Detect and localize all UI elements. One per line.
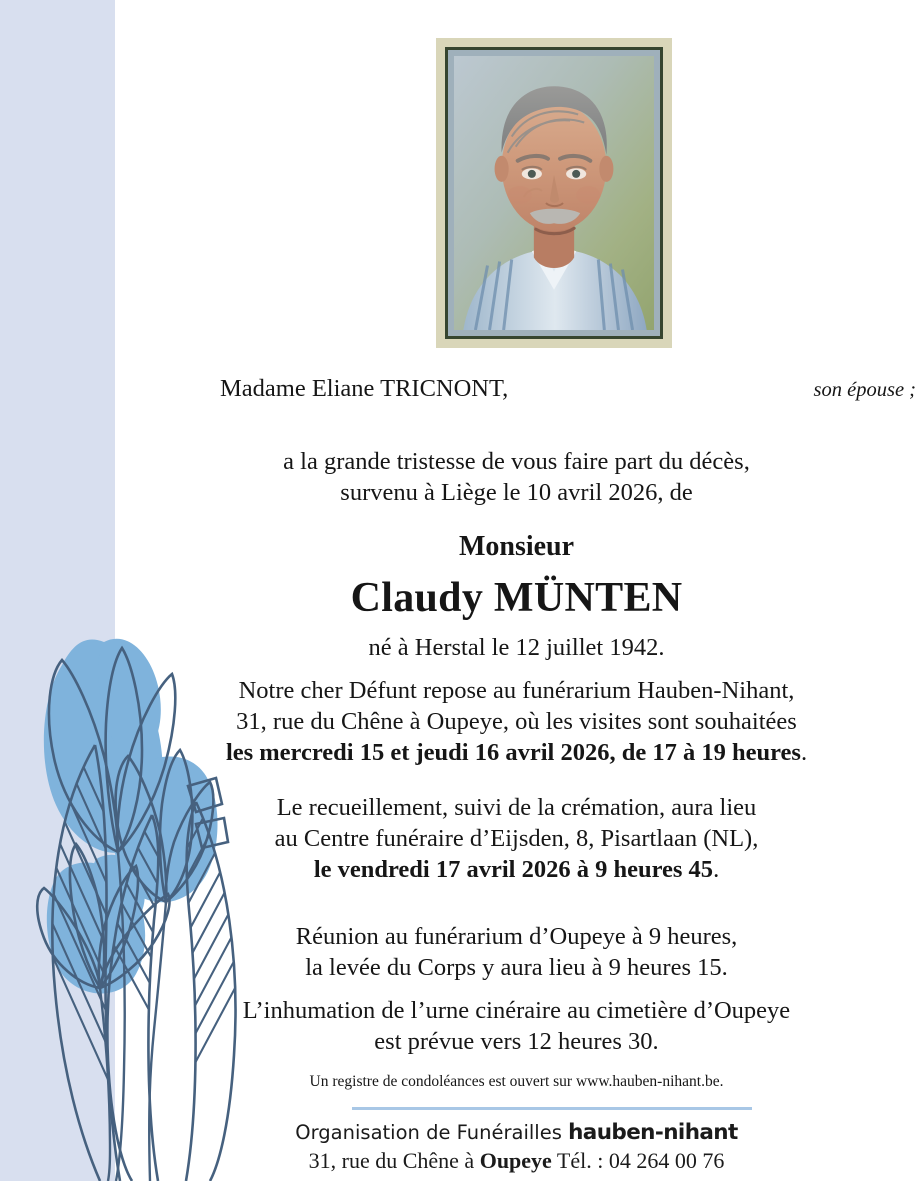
funerarium-line1: Notre cher Défunt repose au funérarium Hauben-Nihant, [238, 677, 795, 704]
hauben-nihant-logo: hauben-nihant [568, 1120, 738, 1145]
deceased-name: Claudy MÜNTEN [350, 575, 683, 621]
reunion-line2: la levée du Corps y aura lieu à 9 heures 15. [305, 954, 728, 981]
footer-address-prefix: 31, rue du Chêne à [308, 1148, 480, 1173]
ceremony-datetime [115, 854, 918, 885]
announcement-intro-line2: survenu à Liège le 10 avril 2026, de [340, 479, 693, 506]
announcement-intro [115, 446, 918, 508]
footer-organisation-line [115, 1119, 918, 1147]
inhumation-paragraph [115, 995, 918, 1057]
frame-mat [436, 38, 672, 348]
footer-phone: Tél. : 04 264 00 76 [551, 1148, 725, 1173]
ceremony-datetime-end: . [713, 856, 720, 883]
ceremony-datetime-bold: le vendredi 17 avril 2026 à 9 heures 45 [313, 856, 714, 883]
portrait-image [454, 56, 654, 330]
condolence-register-note: Un registre de condoléances est ouvert sur www.hauben-nihant.be. [309, 1073, 724, 1090]
footer [115, 1119, 918, 1175]
funerarium-visiting-hours-bold: les mercredi 15 et jeudi 16 avril 2026, de 17 à 19 heures [225, 739, 801, 766]
inhumation-line2: est prévue vers 12 heures 30. [374, 1028, 659, 1055]
portrait-frame [436, 38, 672, 348]
birth-line [115, 632, 918, 663]
deceased-title: Monsieur [458, 531, 575, 562]
funerarium-visiting-hours-end: . [800, 739, 808, 766]
footer-address-city: Oupeye [479, 1148, 552, 1173]
funerarium-visiting-hours [115, 737, 918, 768]
inhumation-line1: L’inhumation de l’urne cinéraire au cimetière d’Oupeye [242, 997, 791, 1024]
birth-text: né à Herstal le 12 juillet 1942. [368, 634, 665, 661]
reunion-paragraph [115, 921, 918, 983]
footer-divider [352, 1107, 752, 1110]
reunion-line1: Réunion au funérarium d’Oupeye à 9 heures, [295, 923, 738, 950]
portrait-photo [454, 56, 654, 330]
spouse-relation: son épouse ; [813, 379, 916, 401]
spouse-name: Madame Eliane TRICNONT, [220, 375, 509, 402]
spouse-row [60, 375, 918, 403]
footer-org-prefix: Organisation de Funérailles [295, 1121, 569, 1144]
funerarium-paragraph [115, 675, 918, 768]
announcement-intro-line1: a la grande tristesse de vous faire part du décès, [283, 448, 750, 475]
funerarium-line2: 31, rue du Chêne à Oupeye, où les visites sont souhaitées [236, 708, 797, 735]
footer-address-line [115, 1147, 918, 1175]
ceremony-paragraph [115, 792, 918, 885]
ceremony-line2: au Centre funéraire d’Eijsden, 8, Pisartlaan (NL), [274, 825, 759, 852]
ceremony-line1: Le recueillement, suivi de la crémation, aura lieu [276, 794, 757, 821]
frame-inner-line [445, 47, 663, 339]
